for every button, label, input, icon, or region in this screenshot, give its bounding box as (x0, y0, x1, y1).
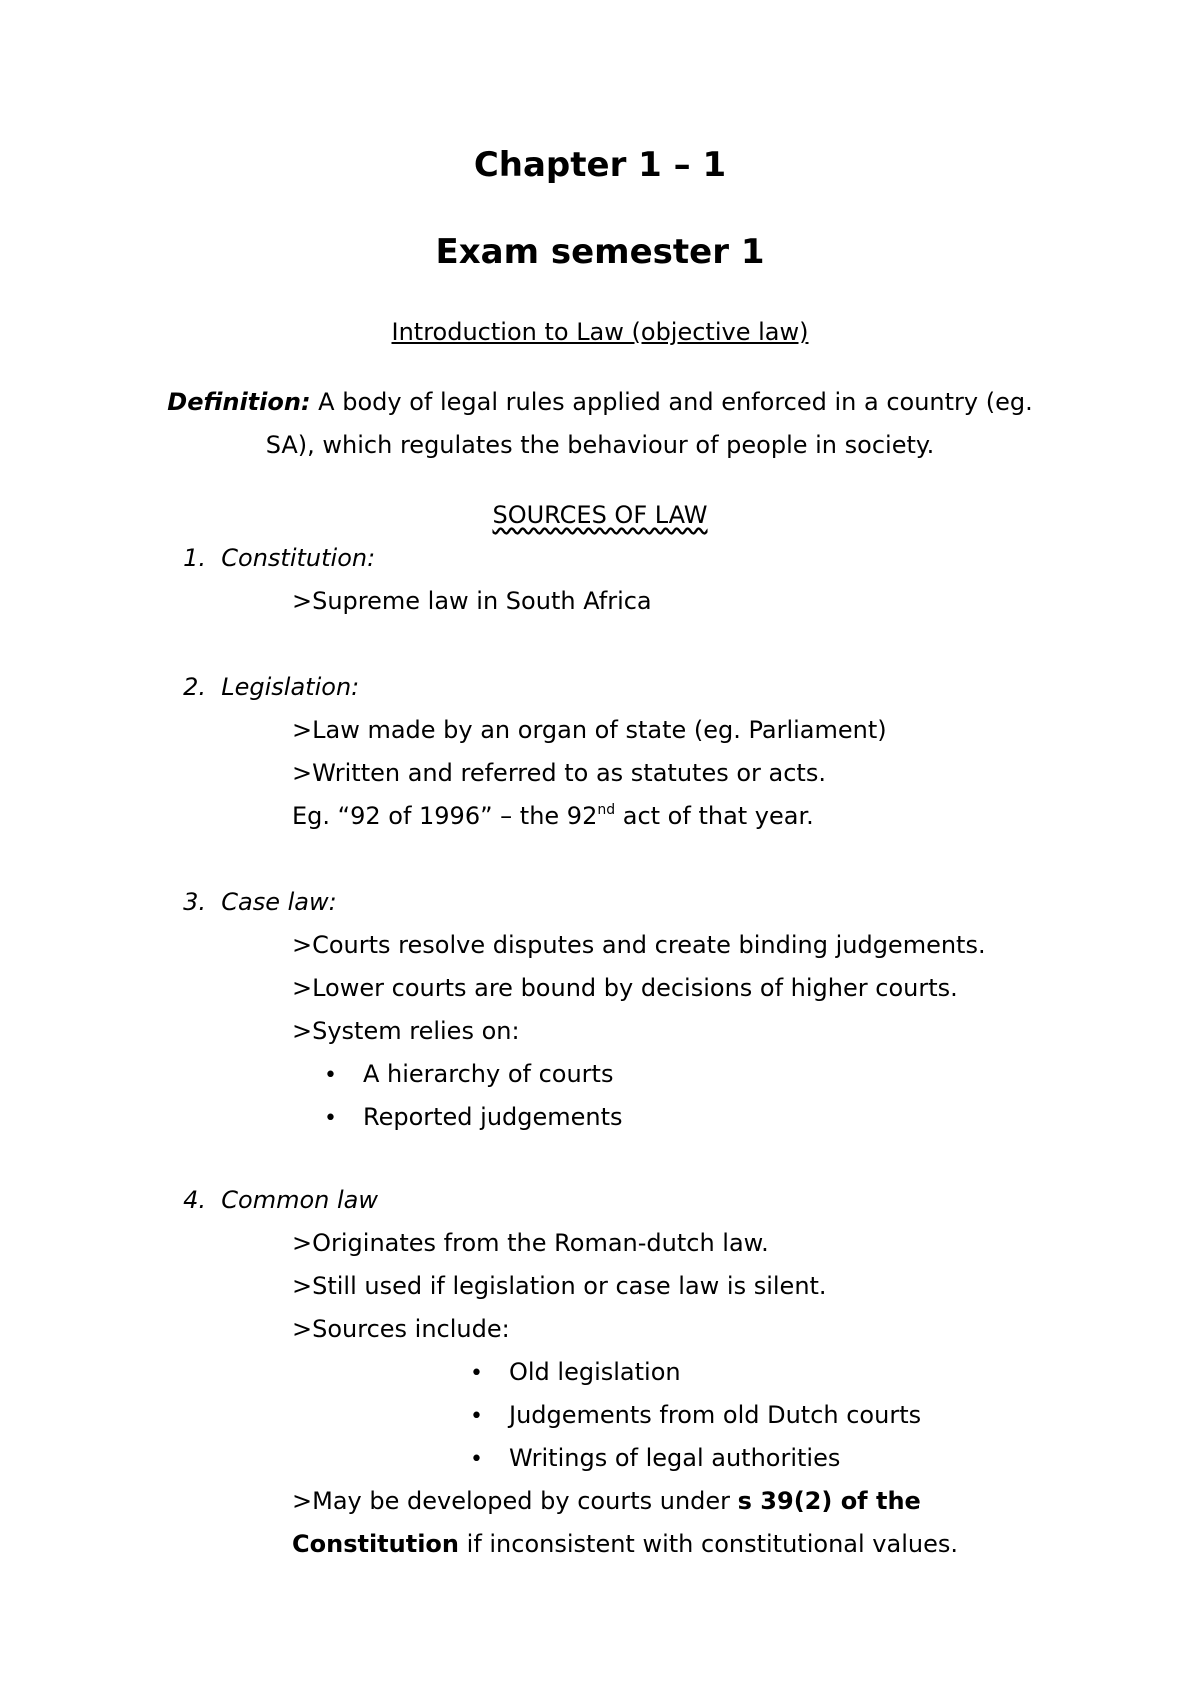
source-4-bullet-3 (470, 1446, 840, 1471)
example-superscript: nd (597, 802, 616, 818)
sources-heading: SOURCES OF LAW (492, 501, 708, 529)
bullet-icon: • (470, 1404, 483, 1429)
page-title: Chapter 1 – 1 (473, 145, 727, 185)
bullet-text: Old legislation (508, 1358, 681, 1386)
point-text: Lower courts are bound by decisions of higher courts. (312, 974, 958, 1002)
arrow-glyph: > (292, 759, 313, 787)
source-2-heading (176, 675, 359, 699)
arrow-glyph: > (292, 931, 313, 959)
example-text: Eg. “92 of 1996” – the 92 (292, 802, 598, 830)
source-4-final-line-2 (292, 1532, 958, 1556)
source-3-point-3 (292, 1019, 520, 1043)
source-4-heading (176, 1188, 378, 1212)
source-2-number: 2. (183, 673, 206, 701)
arrow-glyph: > (292, 1017, 313, 1045)
source-1-number: 1. (183, 544, 206, 572)
point-text: Courts resolve disputes and create binding judgements. (312, 931, 986, 959)
bullet-icon: • (324, 1106, 337, 1131)
source-2-point-2 (292, 761, 826, 785)
arrow-glyph: > (292, 1229, 313, 1257)
arrow-glyph: > (292, 1315, 313, 1343)
point-text: Still used if legislation or case law is silent. (312, 1272, 827, 1300)
source-2-title: Legislation: (221, 673, 360, 701)
definition-label: Definition: (167, 388, 311, 416)
final-text-end: if inconsistent with constitutional values. (459, 1530, 958, 1558)
arrow-glyph: > (292, 716, 313, 744)
point-text: Sources include: (312, 1315, 510, 1343)
bullet-text: A hierarchy of courts (362, 1060, 614, 1088)
source-4-point-3 (292, 1317, 510, 1341)
bullet-icon: • (470, 1447, 483, 1472)
bullet-text: Reported judgements (362, 1103, 623, 1131)
source-2-point-1 (292, 718, 887, 742)
intro-heading: Introduction to Law (objective law) (391, 318, 809, 346)
point-text: System relies on: (312, 1017, 520, 1045)
arrow-glyph: > (292, 1272, 313, 1300)
source-3-number: 3. (183, 888, 206, 916)
page-subtitle: Exam semester 1 (435, 232, 765, 272)
final-text: May be developed by courts under (312, 1487, 738, 1515)
source-4-bullet-2 (470, 1403, 921, 1428)
bullet-text: Writings of legal authorities (508, 1444, 841, 1472)
point-text: Written and referred to as statutes or acts. (312, 759, 826, 787)
source-3-point-2 (292, 976, 958, 1000)
final-bold-constitution: Constitution (292, 1530, 460, 1558)
source-1-heading (176, 546, 375, 570)
point-text: Supreme law in South Africa (312, 587, 652, 615)
source-4-point-1 (292, 1231, 769, 1255)
arrow-glyph: > (292, 1487, 313, 1515)
source-2-example (292, 804, 814, 828)
arrow-glyph: > (292, 587, 313, 615)
source-3-bullet-1 (324, 1062, 613, 1087)
example-text-end: act of that year. (615, 802, 814, 830)
source-4-point-2 (292, 1274, 827, 1298)
bullet-text: Judgements from old Dutch courts (508, 1401, 922, 1429)
source-3-bullet-2 (324, 1105, 623, 1130)
arrow-glyph: > (292, 974, 313, 1002)
bullet-icon: • (324, 1063, 337, 1088)
final-bold-reference: s 39(2) of the (737, 1487, 921, 1515)
point-text: Originates from the Roman-dutch law. (312, 1229, 769, 1257)
source-3-title: Case law: (221, 888, 337, 916)
definition-line-2: SA), which regulates the behaviour of people in society. (265, 431, 935, 459)
source-4-final-line-1 (292, 1489, 921, 1513)
source-4-bullet-1 (470, 1360, 681, 1385)
source-1-title: Constitution: (221, 544, 376, 572)
definition-line-1 (0, 390, 1200, 414)
source-3-point-1 (292, 933, 986, 957)
bullet-icon: • (470, 1361, 483, 1386)
definition-text-1: A body of legal rules applied and enforced in a country (eg. (310, 388, 1033, 416)
source-1-point-1 (292, 589, 652, 613)
point-text: Law made by an organ of state (eg. Parliament) (312, 716, 887, 744)
source-3-heading (176, 890, 337, 914)
source-4-title: Common law (221, 1186, 378, 1214)
source-4-number: 4. (183, 1186, 206, 1214)
